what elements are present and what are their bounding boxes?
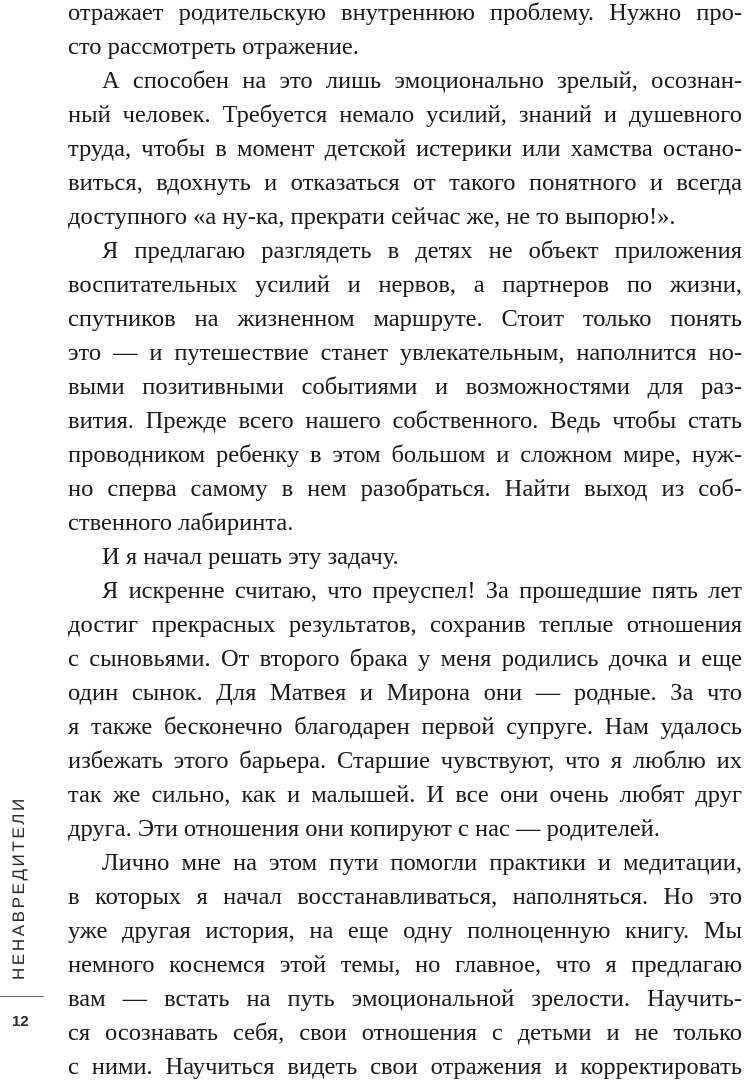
- text-line: ный человек. Требуется немало усилий, знаний и душевного: [68, 101, 742, 128]
- text-line: проводником ребенку в этом большом и сложном мире, нуж-: [68, 441, 742, 468]
- text-line: избежать этого барьера. Старшие чувствуют, что я люблю их: [68, 747, 742, 774]
- text-line: сто рассмотреть отражение.: [68, 33, 359, 60]
- text-line: Лично мне на этом пути помогли практики и медитации,: [102, 849, 742, 876]
- text-line: ственного лабиринта.: [68, 509, 294, 536]
- text-line: И я начал решать эту задачу.: [102, 543, 399, 570]
- text-line: но сперва самому в нем разобраться. Найти выход из соб-: [68, 475, 742, 502]
- text-line: труда, чтобы в момент детской истерики или хамства остано-: [68, 135, 742, 162]
- margin-rule: [0, 996, 44, 997]
- text-line: вития. Прежде всего нашего собственного. Ведь чтобы стать: [68, 407, 742, 434]
- page-number: 12: [12, 1013, 29, 1030]
- text-line: немного коснемся этой темы, но главное, что я предлагаю: [68, 951, 742, 978]
- text-line: в которых я начал восстанавливаться, наполняться. Но это: [68, 883, 742, 910]
- text-line: спутников на жизненном маршруте. Стоит только понять: [68, 305, 742, 332]
- text-line: виться, вдохнуть и отказаться от такого понятного и всегда: [68, 169, 742, 196]
- text-line: выми позитивными событиями и возможностями для раз-: [68, 373, 742, 400]
- text-line: друга. Эти отношения они копируют с нас — родителей.: [68, 815, 660, 842]
- text-line: отражает родительскую внутреннюю проблему. Нужно про-: [68, 0, 742, 26]
- text-line: уже другая история, на еще одну полноценную книгу. Мы: [68, 917, 742, 944]
- body-text: [68, 0, 742, 1084]
- text-line: это — и путешествие станет увлекательным, наполнится но-: [68, 339, 742, 366]
- running-head: НЕНАВРЕДИТЕЛИ: [9, 796, 28, 980]
- text-line: ся осознавать себя, свои отношения с детьми и не только: [68, 1019, 742, 1046]
- text-line: с ними. Научиться видеть свои отражения и корректировать: [68, 1053, 742, 1080]
- text-line: воспитательных усилий и нервов, а партнеров по жизни,: [68, 271, 742, 298]
- text-line: вам — встать на путь эмоциональной зрелости. Научить-: [68, 985, 742, 1012]
- text-line: так же сильно, как и малышей. И все они очень любят друг: [68, 781, 742, 808]
- text-line: Я искренне считаю, что преуспел! За прошедшие пять лет: [102, 577, 742, 604]
- text-line: я также бесконечно благодарен первой супруге. Нам удалось: [68, 713, 742, 740]
- text-line: один сынок. Для Матвея и Мирона они — родные. За что: [68, 679, 742, 706]
- text-line: Я предлагаю разглядеть в детях не объект приложения: [102, 237, 742, 264]
- text-line: достиг прекрасных результатов, сохранив теплые отношения: [68, 611, 742, 638]
- text-line: с сыновьями. От второго брака у меня родились дочка и еще: [68, 645, 742, 672]
- text-line: А способен на это лишь эмоционально зрелый, осознан-: [102, 67, 742, 94]
- text-line: доступного «а ну-ка, прекрати сейчас же, не то выпорю!».: [68, 203, 676, 230]
